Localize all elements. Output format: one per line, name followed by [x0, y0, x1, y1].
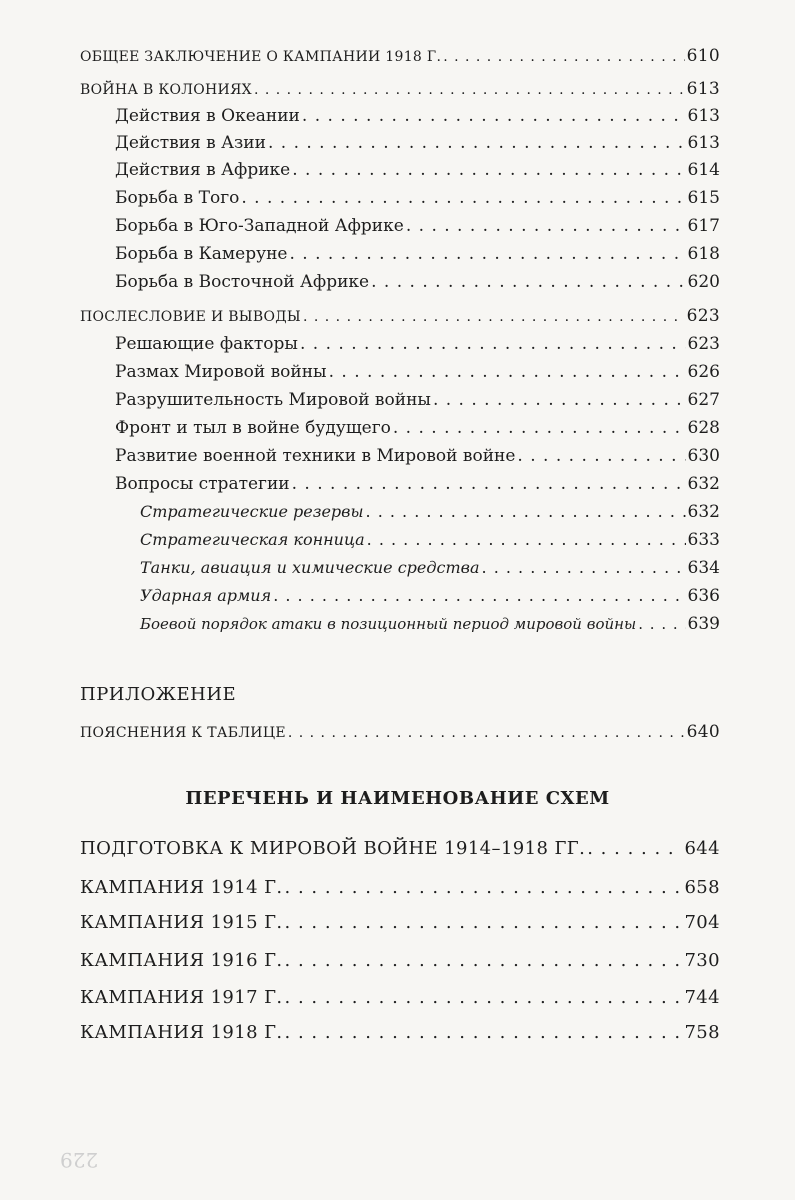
leader-dots — [285, 987, 683, 1008]
toc-entry-label: Развитие военной техники в Мировой войне — [115, 446, 516, 466]
toc-subentry — [115, 188, 720, 208]
toc-subentry — [115, 160, 720, 180]
toc-subsubentry — [140, 502, 720, 522]
toc-subsubentry — [140, 558, 720, 578]
toc-scheme-entry — [80, 838, 720, 859]
toc-entry-label: Боевой порядок атаки в позиционный период мировой войны — [140, 615, 637, 633]
leader-dots — [273, 586, 685, 605]
toc-subentry — [115, 133, 720, 153]
toc-subentry — [115, 474, 720, 494]
leader-dots — [302, 106, 686, 126]
toc-entry-label: Борьба в Камеруне — [115, 244, 288, 264]
toc-entry-general-conclusion — [80, 46, 720, 66]
toc-entry-label: Ударная армия — [140, 586, 272, 605]
toc-subentry — [115, 390, 720, 410]
toc-entry-page: 614 — [687, 160, 720, 180]
toc-subentry — [115, 334, 720, 354]
toc-entry-label: ОБЩЕЕ ЗАКЛЮЧЕНИЕ О КАМПАНИИ 1918 Г. — [80, 49, 442, 65]
toc-entry-page: 620 — [687, 272, 720, 292]
toc-entry-appendix-notes — [80, 722, 720, 742]
toc-entry-label: Борьба в Юго-Западной Африке — [115, 216, 404, 236]
toc-entry-label: Борьба в Восточной Африке — [115, 272, 370, 292]
toc-entry-label: Разрушительность Мировой войны — [115, 390, 431, 410]
leader-dots — [638, 615, 685, 633]
toc-subentry — [115, 272, 720, 292]
toc-entry-page: 639 — [687, 614, 720, 634]
toc-subentry — [115, 418, 720, 438]
toc-entry-page: 730 — [684, 950, 720, 971]
toc-entry-page: 634 — [687, 558, 720, 578]
leader-dots — [366, 502, 686, 521]
toc-entry-page: 623 — [686, 306, 720, 326]
leader-dots — [292, 474, 686, 494]
leader-dots — [300, 334, 686, 354]
toc-entry-label: ПОСЛЕСЛОВИЕ И ВЫВОДЫ — [80, 309, 301, 325]
toc-entry-page: 628 — [687, 418, 720, 438]
toc-entry-label: Действия в Азии — [115, 133, 266, 153]
toc-entry-label: ВОЙНА В КОЛОНИЯХ — [80, 82, 252, 98]
toc-entry-page: 613 — [686, 79, 720, 99]
toc-entry-page: 613 — [687, 133, 720, 153]
toc-entry-page: 626 — [687, 362, 720, 382]
leader-dots — [292, 160, 685, 180]
leader-dots — [303, 309, 685, 325]
leader-dots — [482, 558, 686, 577]
leader-dots — [393, 418, 686, 438]
toc-subsubentry — [140, 614, 720, 634]
appendix-title: ПРИЛОЖЕНИЕ — [80, 684, 237, 705]
leader-dots — [443, 49, 684, 65]
toc-entry-label: Вопросы стратегии — [115, 474, 290, 494]
toc-entry-page: 613 — [687, 106, 720, 126]
toc-scheme-entry — [80, 877, 720, 898]
toc-entry-page: 610 — [686, 46, 720, 66]
leader-dots — [288, 725, 685, 741]
toc-entry-page: 636 — [687, 586, 720, 606]
leader-dots — [329, 362, 686, 382]
toc-entry-page: 633 — [687, 530, 720, 550]
toc-entry-label: КАМПАНИЯ 1915 Г. — [80, 912, 283, 933]
toc-scheme-entry — [80, 1022, 720, 1043]
toc-subentry — [115, 216, 720, 236]
toc-entry-label: Стратегическая конница — [140, 530, 365, 549]
toc-entry-label: КАМПАНИЯ 1914 Г. — [80, 877, 283, 898]
leader-dots — [241, 188, 685, 208]
toc-entry-label: КАМПАНИЯ 1916 Г. — [80, 950, 283, 971]
toc-subsubentry — [140, 530, 720, 550]
toc-entry-page: 630 — [687, 446, 720, 466]
leader-dots — [433, 390, 686, 410]
toc-scheme-entry — [80, 987, 720, 1008]
toc-scheme-entry — [80, 950, 720, 971]
toc-entry-label: Действия в Африке — [115, 160, 291, 180]
toc-entry-label: Действия в Океании — [115, 106, 300, 126]
leader-dots — [289, 244, 685, 264]
toc-entry-label: КАМПАНИЯ 1917 Г. — [80, 987, 283, 1008]
toc-subentry — [115, 244, 720, 264]
leader-dots — [268, 133, 686, 153]
toc-entry-label: Борьба в Того — [115, 188, 240, 208]
leader-dots — [587, 838, 682, 859]
toc-entry-page: 618 — [687, 244, 720, 264]
toc-entry-page: 704 — [684, 912, 720, 933]
toc-entry-label: Решающие факторы — [115, 334, 298, 354]
toc-entry-label: ПОДГОТОВКА К МИРОВОЙ ВОЙНЕ 1914–1918 ГГ. — [80, 838, 586, 859]
toc-entry-label: ПОЯСНЕНИЯ К ТАБЛИЦЕ — [80, 725, 286, 741]
leader-dots — [285, 877, 683, 898]
leader-dots — [254, 82, 685, 98]
toc-subsubentry — [140, 586, 720, 606]
toc-entry-page: 623 — [687, 334, 720, 354]
toc-subentry — [115, 446, 720, 466]
toc-entry-afterword — [80, 306, 720, 326]
toc-scheme-entry — [80, 912, 720, 933]
toc-entry-page: 744 — [684, 987, 720, 1008]
leader-dots — [285, 912, 683, 933]
toc-entry-page: 632 — [687, 502, 720, 522]
leader-dots — [406, 216, 686, 236]
toc-entry-page: 617 — [687, 216, 720, 236]
toc-subentry — [115, 362, 720, 382]
toc-entry-page: 615 — [687, 188, 720, 208]
toc-entry-label: Танки, авиация и химические средства — [140, 558, 480, 577]
toc-entry-label: КАМПАНИЯ 1918 Г. — [80, 1022, 283, 1043]
toc-entry-page: 658 — [684, 877, 720, 898]
leader-dots — [371, 272, 685, 292]
toc-entry-page: 758 — [684, 1022, 720, 1043]
toc-entry-page: 644 — [684, 838, 720, 859]
toc-entry-label: Фронт и тыл в войне будущего — [115, 418, 391, 438]
toc-entry-page: 632 — [687, 474, 720, 494]
toc-entry-label: Размах Мировой войны — [115, 362, 327, 382]
leader-dots — [285, 1022, 683, 1043]
leader-dots — [285, 950, 683, 971]
schemes-heading: ПЕРЕЧЕНЬ И НАИМЕНОВАНИЕ СХЕМ — [185, 788, 610, 809]
leader-dots — [367, 530, 686, 549]
toc-subentry — [115, 106, 720, 126]
toc-entry-label: Стратегические резервы — [140, 502, 364, 521]
page-number: 229 — [60, 1148, 99, 1172]
toc-entry-page: 640 — [686, 722, 720, 742]
toc-entry-colonies — [80, 79, 720, 99]
leader-dots — [517, 446, 685, 466]
toc-entry-page: 627 — [687, 390, 720, 410]
